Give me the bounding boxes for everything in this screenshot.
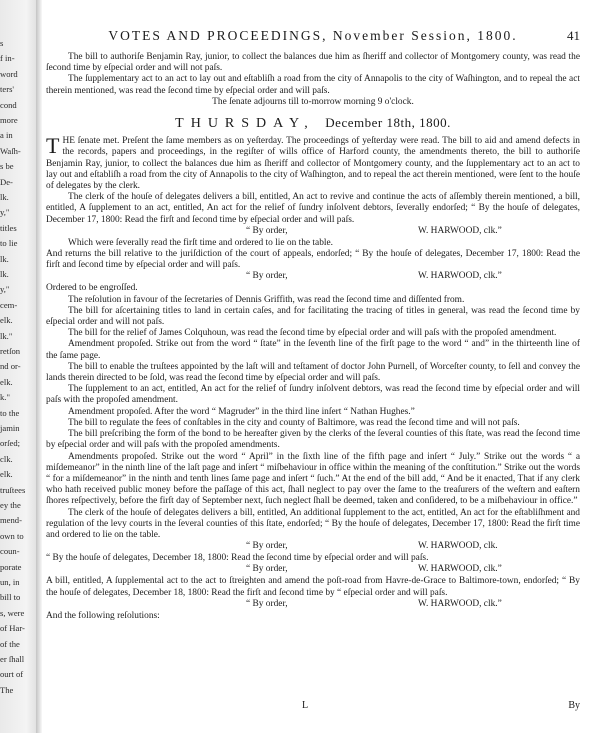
proceeding-paragraph: The bill for the relief of James Colquhoun, was read the ſecond time by eſpecial order and will paſs with the propoſed amendment. — [68, 328, 557, 339]
gutter-fragment: Waſh- — [0, 145, 21, 156]
proceeding-paragraph: And the following reſolutions: — [46, 610, 160, 621]
proceeding-paragraph: The clerk of the houſe of delegates delivers a bill, entitled, An act to revive and continue the acts of aſſembly therein mentioned, a bill, entitled, A ſupplement to an act, entitled, An act for the relief of ſundry inſolvent debtors, ſeverally endorſed; “ By the houſe of delegates, December 17, 1800: Read the firſt and ſecond time by eſpecial order and will paſs. — [46, 192, 580, 225]
proceeding-paragraph: Amendments propoſed. Strike out the word “ April” in the ſixth line of the fifth page and inſert “ July.” Strike out the words “ a miſdemeanor” in the ninth line of the laſt page and inſert “ miſbehaviour in office within the meaning of the conſtitution.” Strike out the words “ for a miſdemeanor” in the ninth and tenth lines ſame page and inſert “ ſuch.” At the end of the bill add, “ And be it enacted, That if any clerk who hath received public money before the paſſage of this act, ſhall neglect to pay over the ſame to the treaſurers of the weſtern and eaſtern ſhores reſpectively, before the firſt day of September next, ſuch neglect ſhall be deemed, taken and conſidered, to be a miſbehaviour in office.” — [46, 451, 580, 507]
gutter-fragment: lk. — [0, 253, 9, 264]
by-order-label: “ By order, — [246, 564, 288, 575]
gutter-fragment: retſon — [0, 346, 21, 356]
by-order-label: “ By order, — [246, 225, 288, 236]
clerk-signature: W. HARWOOD, clk. — [418, 541, 498, 552]
gutter-fragment: f in- — [0, 53, 15, 64]
gutter-fragment: mend- — [0, 515, 22, 526]
gutter-fragment: y," — [0, 284, 10, 295]
clerk-signature: W. HARWOOD, clk.” — [418, 271, 502, 282]
document-page — [46, 30, 580, 622]
gutter-fragment: elk. — [0, 376, 13, 387]
proceeding-paragraph: Amendment propoſed. After the word “ Magruder” in the third line inſert “ Nathan Hughes.” — [68, 406, 415, 417]
page-number: 41 — [567, 28, 580, 43]
gutter-fragment: own to — [0, 530, 24, 541]
gutter-fragment: titles — [0, 222, 17, 233]
gutter-fragment: to the — [0, 407, 20, 418]
gutter-fragment: lk. — [0, 269, 9, 279]
day-date: December 18th, 1800. — [325, 115, 451, 131]
gutter-fragment: elk. — [0, 315, 13, 326]
gutter-fragment: orſed; — [0, 438, 21, 449]
gutter-fragment: er ſhall — [0, 654, 25, 664]
gutter-fragment: of the — [0, 638, 20, 649]
adjournment-line: The ſenate adjourns till to-morrow morning 9 o'clock. — [212, 96, 414, 107]
gutter-fragment: De- — [0, 176, 13, 187]
proceeding-paragraph: The bill to enable the truſtees appointed by the laſt will and teſtament of doctor John Purnell, of Worceſter county, to ſell and convey the lands therein directed to be ſold, was read the ſecond time by eſpecial order and will paſs. — [46, 361, 580, 384]
gutter-fragment: porate — [0, 561, 22, 572]
gutter-fragment: ey the — [0, 500, 21, 510]
page-footer — [46, 700, 580, 714]
gutter-fragment: y," — [0, 207, 10, 218]
gutter-fragment: s, were — [0, 607, 25, 618]
proceeding-paragraph: A bill, entitled, A ſupplemental act to the act to ſtreighten and amend the poſt-road from Havre-de-Grace to Baltimore-town, endorſed; “ By the houſe of delegates, December 18, 1800: Read the firſt and ſecond time by “ eſpecial order and will paſs. — [46, 576, 580, 598]
by-order-label: “ By order, — [246, 598, 288, 609]
gutter-fragment: ourt of — [0, 669, 24, 680]
gutter-fragment: bill to — [0, 592, 21, 603]
signature-line — [46, 271, 580, 283]
drop-cap: T — [46, 133, 60, 159]
gutter-fragment: k." — [0, 392, 10, 403]
proceeding-paragraph: And returns the bill relative to the juriſdiction of the court of appeals, endorſed; “ By the houſe of delegates, December 17, 1800: Read the firſt and ſecond time by eſpecial order and will paſs. — [46, 249, 580, 271]
by-order-label: “ By order, — [246, 541, 288, 552]
gutter-fragment: of Har- — [0, 623, 25, 634]
gutter-fragment: to lie — [0, 238, 18, 249]
opening-paragraph — [46, 133, 580, 192]
by-order-label: “ By order, — [246, 271, 288, 282]
day-heading — [46, 115, 580, 132]
gutter-fragment: cond — [0, 99, 17, 110]
facing-page-gutter — [0, 0, 38, 733]
intro-paragraph: The ſupplementary act to an act to lay out and eſtabliſh a road from the city of Annapolis to the city of Waſhington, and to repeal the act therein mentioned, was read the ſecond time by eſpecial order and will paſs. — [46, 74, 580, 96]
proceeding-paragraph: The ſupplement to an act, entitled, An act for the relief of ſundry inſolvent debtors, was read the ſecond time by eſpecial order and will paſs with the propoſed amendment. — [46, 384, 580, 406]
gutter-fragment: jamin — [0, 423, 20, 433]
proceeding-paragraph: Ordered to be engroſſed. — [46, 283, 138, 294]
signature-line — [46, 226, 580, 238]
proceeding-paragraph: Amendment propoſed. Strike out from the word “ ſtate” in the ſeventh line of the firſt page to the word “ and” in the thirteenth line of the ſame page. — [46, 339, 580, 361]
clerk-signature: W. HARWOOD, clk.” — [418, 598, 502, 609]
signature-line — [46, 541, 580, 553]
gutter-fragment: lk." — [0, 330, 13, 341]
proceeding-paragraph: The bill to regulate the fees of conſtables in the city and county of Baltimore, was read the ſecond time and will not paſs. — [68, 417, 520, 428]
gutter-fragment: clk. — [0, 453, 13, 464]
clerk-signature: W. HARWOOD, clk.” — [418, 225, 502, 236]
proceedings-body — [46, 133, 580, 622]
gutter-fragment: s — [0, 38, 4, 48]
gutter-fragment: coun- — [0, 546, 20, 557]
gutter-fragment: nd or- — [0, 361, 21, 372]
gutter-fragment: elk. — [0, 469, 13, 480]
gutter-fragment: The — [0, 684, 14, 695]
proceeding-paragraph: The bill for aſcertaining titles to land in certain caſes, and for facilitating the tracing of titles in general, was read the ſecond time by eſpecial order and will not paſs. — [46, 305, 580, 328]
clerk-signature: W. HARWOOD, clk.” — [418, 564, 502, 575]
gutter-fragment: a in — [0, 130, 13, 141]
running-title: VOTES AND PROCEEDINGS, November Session, 1800. — [108, 28, 518, 43]
gutter-fragment: lk. — [0, 192, 9, 202]
proceeding-paragraph: The reſolution in favour of the ſecretaries of Dennis Griffith, was read the ſecond time and diſſented from. — [68, 294, 465, 305]
day-name: THURSDAY, — [175, 116, 315, 132]
gutter-fragment: cem- — [0, 299, 18, 310]
proceeding-paragraph: “ By the houſe of delegates, December 18, 1800: Read the ſecond time by eſpecial order and will paſs. — [46, 553, 429, 564]
gutter-fragment: word — [0, 68, 18, 79]
gutter-fragment: un, in — [0, 577, 20, 587]
proceeding-paragraph: The clerk of the houſe of delegates delivers a bill, entitled, An additional ſupplement to the act, entitled, An act for the eſtabliſhment and regulation of the levy courts in the ſeveral counties of this ſtate, endorſed; “ By the houſe of delegates, December 17, 1800: Read the firſt time and ordered to lie on the table. — [46, 507, 580, 540]
gutter-fragment: truſtees — [0, 484, 26, 495]
gutter-fragment: ters' — [0, 84, 14, 95]
signature-line — [46, 599, 580, 611]
signature-line — [46, 564, 580, 576]
gutter-fragment: more — [0, 115, 18, 125]
opening-text: HE ſenate met. Preſent the ſame members as on yeſterday. The proceedings of yeſterday were read. The bill to aid and amend defects in the records, papers and proceedings, in the regiſter of wills office of Harford county, the amendments thereto, the bill to authoriſe Benjamin Ray, junior, to collect the balances due him as ſheriff and collector of Montgomery county, and the ſupplementary act to an act to lay out and eſtabliſh a road from the city of Annapolis to the city of Waſhington, and to repeal the act therein mentioned, were ſent to the houſe of delegates by the clerk. — [46, 136, 580, 192]
gutter-fragment: s be — [0, 161, 14, 172]
intro-paragraph: The bill to authoriſe Benjamin Ray, junior, to collect the balances due him as ſheriff and collector of Montgomery county, was read the ſecond time by eſpecial order and will not paſs. — [46, 52, 580, 74]
proceeding-paragraph: Which were ſeverally read the firſt time and ordered to lie on the table. — [68, 237, 333, 248]
catchword: By — [568, 700, 580, 711]
page-fold-shadow — [36, 0, 42, 733]
proceeding-paragraph: The bill preſcribing the form of the bond to be hereafter given by the clerks of the ſeveral counties of this ſtate, was read the ſecond time by eſpecial order and will paſs with the propoſed amendments. — [46, 429, 580, 451]
running-header — [46, 30, 580, 52]
signature-mark: L — [302, 700, 309, 711]
